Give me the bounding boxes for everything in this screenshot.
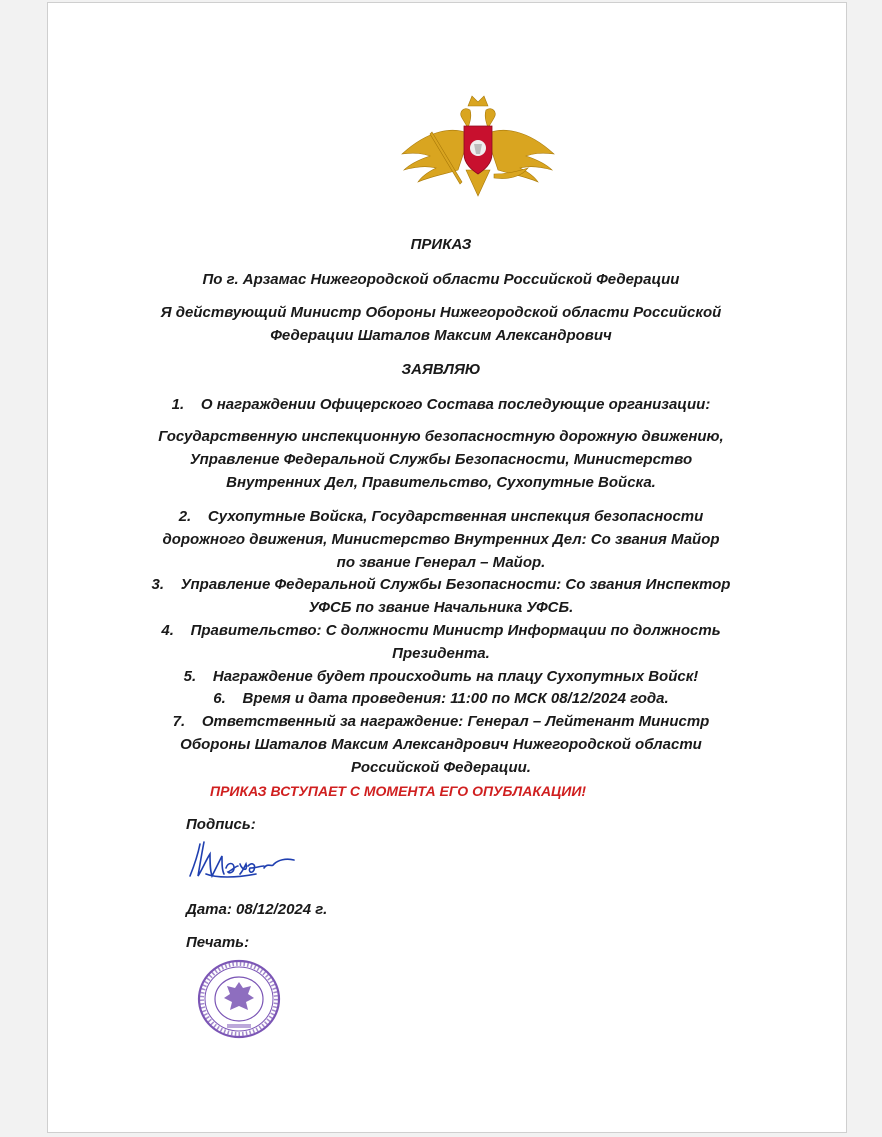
official-seal-icon [196,958,282,1040]
list-item-1 [0,396,882,414]
list-item-number: 3. [151,576,165,593]
list-item-number: 2. [178,508,192,525]
organizations-line-3: Внутренних Дел, Правительство, Сухопутные Войска. [226,474,656,491]
list-item-number: 5. [183,668,197,685]
list-item-text: Время и дата проведения: 11:00 по МСК 08/12/2024 года. [242,690,669,707]
list-item-number: 4. [161,622,174,639]
intro-line-1: Я действующий Министр Обороны Нижегородской области Российской [160,304,722,321]
eagle-emblem-icon [398,92,558,198]
organizations-line-2: Управление Федеральной Службы Безопасности, Министерство [189,451,693,468]
list-item-6 [0,690,882,708]
document-title: ПРИКАЗ [410,236,472,253]
intro-line-2: Федерации Шаталов Максим Александрович [270,327,612,344]
signature-icon [186,838,298,882]
list-item-7 [0,713,882,731]
list-item-3 [0,576,882,594]
list-item-text: Управление Федеральной Службы Безопасности: Со звания Инспектор [180,576,731,593]
location-line: По г. Арзамас Нижегородской области Российской Федерации [202,271,680,288]
list-item-number: 1. [171,396,185,413]
seal-label: Печать: [186,934,250,951]
list-item-4 [0,622,882,640]
list-item-text: Сухопутные Войска, Государственная инспекция безопасности [207,508,704,525]
list-item-4-line-2: Президента. [392,645,490,662]
list-item-text: Правительство: С должности Министр Информации по должность [190,622,721,639]
list-item-number: 7. [172,713,186,730]
list-item-text: Награждение будет происходить на плацу Сухопутных Войск! [212,668,699,685]
list-item-number: 6. [213,690,226,707]
date-line: Дата: 08/12/2024 г. [186,901,328,918]
effective-notice: ПРИКАЗ ВСТУПАЕТ С МОМЕНТА ЕГО ОПУБЛАКАЦИИ! [210,783,587,799]
list-item-2-line-3: по звание Генерал – Майор. [336,554,546,571]
signature-label: Подпись: [186,816,256,833]
list-item-2 [0,508,882,526]
list-item-2-line-2: дорожного движения, Министерство Внутренних Дел: Со звания Майор [162,531,720,548]
list-item-5 [0,668,882,686]
organizations-line-1: Государственную инспекционную безопасностную дорожную движению, [158,428,724,445]
list-item-7-line-3: Российской Федерации. [351,759,531,776]
list-item-text: Ответственный за награждение: Генерал – Лейтенант Министр [201,713,710,730]
list-item-text: О награждении Офицерского Состава последующие организации: [200,396,711,413]
list-item-7-line-2: Обороны Шаталов Максим Александрович Нижегородской области [180,736,702,753]
list-item-3-line-2: УФСБ по звание Начальника УФСБ. [308,599,574,616]
declare-heading: ЗАЯВЛЯЮ [401,361,481,378]
